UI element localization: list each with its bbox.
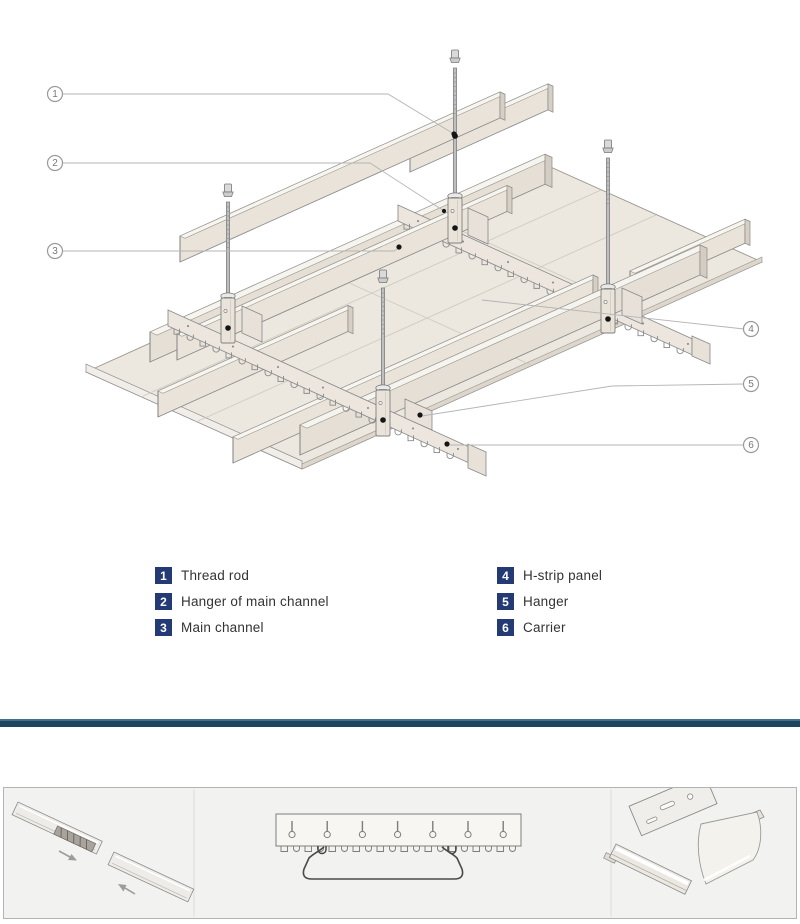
rod-hex-head <box>452 50 459 58</box>
carrier-bottom-hole <box>412 427 414 429</box>
carrier-top-hole <box>687 343 689 345</box>
keyhole-hole <box>324 831 330 837</box>
carrier-bottom-hole <box>277 366 279 368</box>
hanger-pin-dot <box>452 225 458 231</box>
carrier-tooth <box>342 846 348 852</box>
carrier-tooth <box>486 846 492 852</box>
carrier-top-hole <box>417 220 419 222</box>
hanger-hole <box>379 401 382 404</box>
svg-text:2: 2 <box>52 158 58 169</box>
legend-num-3: 3 <box>155 619 172 636</box>
legend-item-carrier <box>497 619 602 636</box>
thread-rod <box>606 158 609 287</box>
carrier-tooth <box>390 846 396 852</box>
carrier-front-view <box>276 814 521 879</box>
legend-label-5: Hanger <box>523 594 569 609</box>
detail-strip <box>3 787 797 919</box>
carrier-bottom-hole <box>457 448 459 450</box>
svg-text:5: 5 <box>748 379 754 390</box>
main-channel-hanger <box>221 298 235 343</box>
carrier-tooth <box>366 846 372 852</box>
legend-num-6: 6 <box>497 619 514 636</box>
main-channel-end-cap <box>545 154 552 187</box>
svg-text:1: 1 <box>52 89 58 100</box>
carrier-top-hole <box>507 261 509 263</box>
carrier-tooth <box>425 846 432 852</box>
detail-panel-sheet <box>698 812 761 884</box>
keyhole-hole <box>500 831 506 837</box>
legend-label-2: Hanger of main channel <box>181 594 329 609</box>
callout-1 <box>48 87 63 102</box>
carrier-tooth <box>329 846 336 852</box>
callout-5 <box>744 377 759 392</box>
keyhole-hole <box>430 831 436 837</box>
iso-structure <box>86 50 762 476</box>
joining-arrow-right <box>59 851 77 861</box>
thread-rod <box>381 288 384 388</box>
legend-num-5: 5 <box>497 593 514 610</box>
callout-6 <box>744 438 759 453</box>
hanger-hole <box>451 209 454 212</box>
carrier-tooth <box>449 846 456 852</box>
hanger-hole <box>224 309 227 312</box>
legend-item-h-strip-panel <box>497 567 602 584</box>
carrier-tooth <box>414 846 420 852</box>
strip-fin-end-cap <box>548 84 553 112</box>
strip-fin-end-cap <box>745 219 750 245</box>
carrier-tooth <box>281 846 288 852</box>
carrier-tooth <box>497 846 504 852</box>
detail-channel <box>604 842 692 897</box>
svg-text:3: 3 <box>52 246 58 257</box>
legend-right-column <box>497 567 602 636</box>
leader-dot-5 <box>417 412 422 417</box>
carrier-top-end-bracket <box>692 336 710 364</box>
carrier-bottom-hole <box>187 325 189 327</box>
strip-fin-end-cap <box>507 186 512 214</box>
legend-label-3: Main channel <box>181 620 264 635</box>
carrier-tooth <box>377 846 384 852</box>
carrier-bottom-end-bracket <box>468 444 486 476</box>
channel-splice-detail <box>12 802 194 902</box>
carrier-bottom-hole <box>232 346 234 348</box>
keyhole-hole <box>465 831 471 837</box>
svg-text:4: 4 <box>748 324 754 335</box>
carrier-tooth <box>305 846 312 852</box>
main-channel-hanger <box>601 289 615 333</box>
hanger-hole <box>604 300 607 303</box>
carrier-tooth <box>401 846 408 852</box>
carrier-bottom-hole <box>322 386 324 388</box>
main-channel-hanger <box>376 390 390 436</box>
legend-label-6: Carrier <box>523 620 566 635</box>
rod-hex-flange <box>223 192 233 197</box>
carrier-tooth <box>473 846 480 852</box>
callout-3 <box>48 244 63 259</box>
carrier-teeth <box>281 846 516 852</box>
legend-label-1: Thread rod <box>181 568 250 583</box>
callout-4 <box>744 322 759 337</box>
rod-hex-flange <box>450 58 460 63</box>
legend-num-4: 4 <box>497 567 514 584</box>
keyhole-hole <box>395 831 401 837</box>
hanger-pin-dot <box>225 325 231 331</box>
hanger-pin-dot <box>380 417 386 423</box>
detail-drawings <box>4 788 796 918</box>
carrier-tooth <box>353 846 360 852</box>
legend-num-2: 2 <box>155 593 172 610</box>
keyhole-hole <box>359 831 365 837</box>
legend-item-hanger-of-main-channel <box>155 593 329 610</box>
rod-hex-flange <box>378 278 388 283</box>
carrier-top-hole <box>552 281 554 283</box>
leader-dot-1 <box>451 131 456 136</box>
carrier-tooth <box>294 846 300 852</box>
keyhole-hole <box>289 831 295 837</box>
legend-item-thread-rod <box>155 567 329 584</box>
leader-line-1 <box>63 94 454 134</box>
carrier-tooth <box>462 846 468 852</box>
joining-arrow-left <box>118 884 135 894</box>
carrier-tooth <box>510 846 516 852</box>
carrier-plate <box>276 814 521 846</box>
svg-text:6: 6 <box>748 440 754 451</box>
section-divider <box>0 719 800 727</box>
strip-fin-end-cap <box>500 92 505 120</box>
hanger-pin-dot <box>605 316 611 322</box>
legend-num-1: 1 <box>155 567 172 584</box>
legend-label-4: H-strip panel <box>523 568 603 583</box>
rod-hex-head <box>380 270 387 278</box>
legend-item-hanger <box>497 593 602 610</box>
callout-2 <box>48 156 63 171</box>
legend-item-main-channel <box>155 619 329 636</box>
strip-fin-end-cap <box>348 306 353 334</box>
carrier-bottom-hole <box>367 407 369 409</box>
leader-dot-3 <box>396 244 401 249</box>
leader-dot-2 <box>442 209 446 213</box>
rod-hex-head <box>605 140 612 148</box>
rod-hex-flange <box>603 148 613 153</box>
rod-hex-head <box>225 184 232 192</box>
leader-dot-6 <box>444 441 449 446</box>
carrier-end-detail <box>604 788 764 897</box>
legend-left-column <box>155 567 329 636</box>
main-channel-hanger <box>448 198 462 243</box>
main-channel-end-cap <box>700 245 707 278</box>
